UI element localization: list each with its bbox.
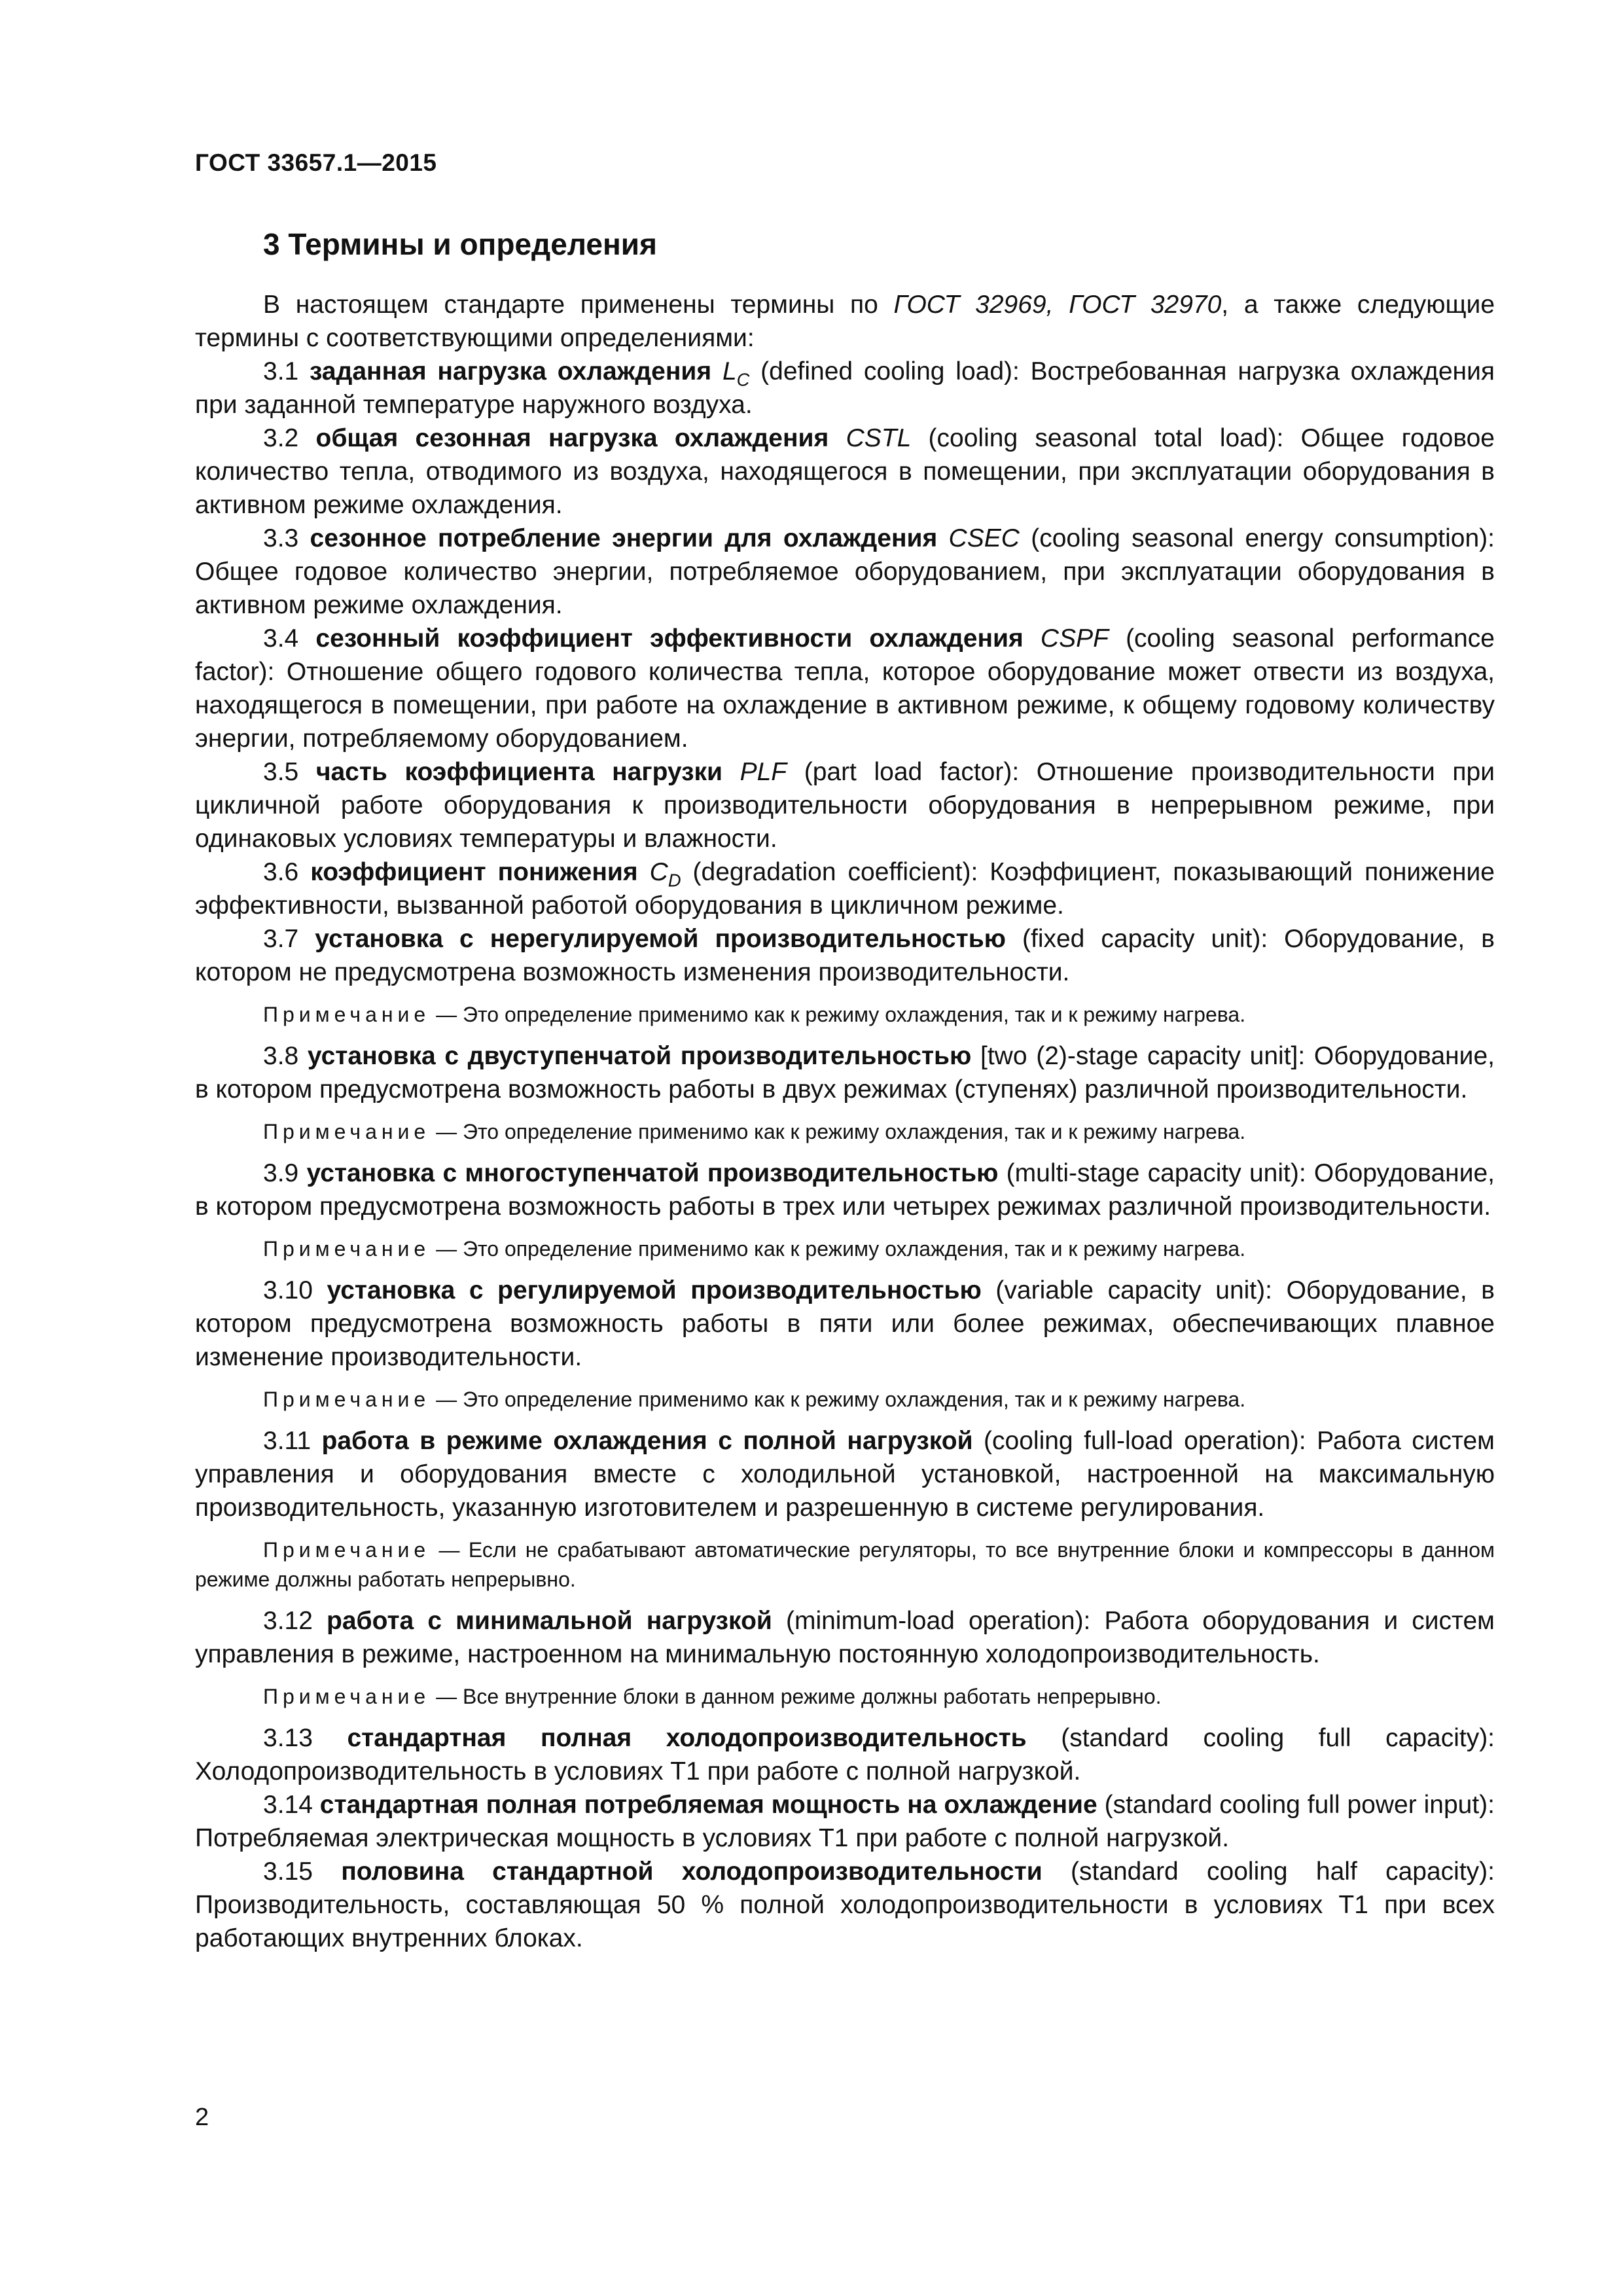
term-3-14	[195, 1788, 1495, 1855]
term-name: общая сезонная нагрузка охлаждения	[315, 424, 829, 452]
term-definition: (standard cooling half capacity): Производительность, составляющая 50 % полной холодопроизводительности в условиях Т1 при всех работающих внутренних блоках.	[195, 1857, 1495, 1952]
term-name: стандартная полная холодопроизводительность	[347, 1724, 1027, 1752]
term-number: 3.11	[263, 1427, 322, 1455]
term-3-4	[195, 622, 1495, 755]
note-text: Это определение применимо как к режиму охлаждения, так и к режиму нагрева.	[463, 1237, 1246, 1261]
term-definition: (cooling full-load operation): Работа систем управления и оборудования вместе с холодильной установкой, настроенной на максимальную производительность, указанную изготовителем и разрешенную в системе регулирования.	[195, 1427, 1495, 1522]
term-name: заданная нагрузка охлаждения	[310, 357, 712, 386]
term-definition: (degradation coefficient): Коэффициент, показывающий понижение эффективности, вызванной работой оборудования в цикличном режиме.	[195, 858, 1495, 920]
intro-paragraph: В настоящем стандарте применены термины по ГОСТ 32969, ГОСТ 32970, а также следующие термины с соответствующими определениями:	[195, 291, 1495, 352]
term-name: коэффициент понижения	[310, 858, 638, 886]
term-definition: (fixed capacity unit): Оборудование, в котором не предусмотрена возможность изменения производительности.	[195, 925, 1495, 986]
term-3-9	[195, 1157, 1495, 1223]
standard-reference: ГОСТ 32969	[893, 291, 1046, 319]
term-symbol: CSTL	[846, 424, 912, 452]
note-3-12: Примечание — Все внутренние блоки в данном режиме должны работать непрерывно.	[263, 1685, 1162, 1708]
term-name: работа в режиме охлаждения с полной нагрузкой	[321, 1427, 973, 1455]
term-number: 3.5	[263, 758, 316, 786]
term-number: 3.13	[263, 1724, 348, 1752]
term-number: 3.4	[263, 624, 316, 653]
term-number: 3.1	[263, 357, 310, 386]
term-number: 3.12	[263, 1607, 327, 1635]
section-title: 3 Термины и определения	[263, 227, 657, 261]
term-3-3	[195, 522, 1495, 622]
note-text: Все внутренние блоки в данном режиме должны работать непрерывно.	[463, 1685, 1162, 1708]
term-number: 3.3	[263, 524, 310, 552]
note-3-9: Примечание — Это определение применимо как к режиму охлаждения, так и к режиму нагрева.	[263, 1237, 1246, 1261]
term-3-2	[195, 422, 1495, 522]
term-definition: (minimum-load operation): Работа оборудования и систем управления в режиме, настроенном на минимальную постоянную холодопроизводительность.	[195, 1607, 1495, 1668]
term-3-7	[195, 922, 1495, 989]
term-name: установка с нерегулируемой производительностью	[315, 925, 1006, 953]
term-name: часть коэффициента нагрузки	[315, 758, 722, 786]
term-name: сезонный коэффициент эффективности охлаждения	[315, 624, 1024, 653]
term-3-11	[195, 1424, 1495, 1524]
term-definition: (standard cooling full power input): Потребляемая электрическая мощность в условиях Т1 при работе с полной нагрузкой.	[195, 1791, 1495, 1852]
note-3-10: Примечание — Это определение применимо как к режиму охлаждения, так и к режиму нагрева.	[263, 1388, 1246, 1411]
term-name: установка с двуступенчатой производительностью	[307, 1042, 972, 1070]
term-symbol: $L_C$	[722, 357, 750, 390]
term-3-1	[195, 355, 1495, 422]
term-3-6	[195, 855, 1495, 922]
term-number: 3.8	[263, 1042, 308, 1070]
term-name: сезонное потребление энергии для охлаждения	[310, 524, 938, 552]
term-symbol: CSEC	[948, 524, 1020, 552]
term-definition: (cooling seasonal energy consumption): Общее годовое количество энергии, потребляемое оборудованием, при эксплуатации оборудования в активном режиме охлаждения.	[195, 524, 1495, 619]
standard-reference: ГОСТ 32970	[1069, 291, 1222, 319]
term-name: половина стандартной холодопроизводительности	[341, 1857, 1043, 1886]
term-3-5	[195, 755, 1495, 855]
term-definition: (multi-stage capacity unit): Оборудование, в котором предусмотрена возможность работы в трех или четырех режимах различной производительности.	[195, 1159, 1495, 1221]
term-3-10	[195, 1274, 1495, 1374]
term-3-15	[195, 1855, 1495, 1955]
term-number: 3.6	[263, 858, 311, 886]
term-number: 3.15	[263, 1857, 342, 1886]
term-number: 3.10	[263, 1276, 327, 1304]
note-3-8: Примечание — Это определение применимо как к режиму охлаждения, так и к режиму нагрева.	[263, 1120, 1246, 1143]
note-text: Это определение применимо как к режиму охлаждения, так и к режиму нагрева.	[463, 1120, 1246, 1143]
term-3-8	[195, 1039, 1495, 1106]
term-definition: (part load factor): Отношение производительности при цикличной работе оборудования к производительности оборудования в непрерывном режиме, при одинаковых условиях температуры и влажности.	[195, 758, 1495, 853]
note-text: Это определение применимо как к режиму охлаждения, так и к режиму нагрева.	[463, 1388, 1246, 1411]
note-3-11: Примечание — Если не срабатывают автоматические регуляторы, то все внутренние блоки и компрессоры в данном режиме должны работать непрерывно.	[195, 1538, 1495, 1591]
note-label: Примечание	[263, 1685, 431, 1708]
note-label: Примечание	[263, 1388, 431, 1411]
term-3-12	[195, 1604, 1495, 1671]
document-code: ГОСТ 33657.1—2015	[195, 149, 437, 176]
term-number: 3.7	[263, 925, 315, 953]
note-text: Если не срабатывают автоматические регуляторы, то все внутренние блоки и компрессоры в данном режиме должны работать непрерывно.	[195, 1538, 1495, 1591]
term-name: работа с минимальной нагрузкой	[327, 1607, 772, 1635]
note-label: Примечание	[263, 1237, 431, 1261]
note-text: Это определение применимо как к режиму охлаждения, так и к режиму нагрева.	[463, 1003, 1246, 1026]
term-symbol: PLF	[740, 758, 787, 786]
term-3-13	[195, 1721, 1495, 1788]
term-definition: (cooling seasonal total load): Общее годовое количество тепла, отводимого из воздуха, находящегося в помещении, при эксплуатации оборудования в активном режиме охлаждения.	[195, 424, 1495, 519]
term-name: установка с регулируемой производительностью	[327, 1276, 982, 1304]
note-label: Примечание	[263, 1538, 431, 1562]
term-symbol: CSPF	[1040, 624, 1109, 653]
note-3-7: Примечание — Это определение применимо как к режиму охлаждения, так и к режиму нагрева.	[263, 1003, 1246, 1026]
term-number: 3.14	[263, 1791, 320, 1819]
term-definition: [two (2)-stage capacity unit]: Оборудование, в котором предусмотрена возможность работы в двух режимах (ступенях) различной производительности.	[195, 1042, 1495, 1103]
term-number: 3.9	[263, 1159, 307, 1187]
term-definition: (cooling seasonal performance factor): Отношение общего годового количества тепла, которое оборудование может отвести из воздуха, находящегося в помещении, при работе на охлаждение в активном режиме, к общему годовому количеству энергии, потребляемому оборудованием.	[195, 624, 1495, 753]
term-name: стандартная полная потребляемая мощность на охлаждение	[319, 1791, 1097, 1819]
term-definition: (defined cooling load): Востребованная нагрузка охлаждения при заданной температуре наружного воздуха.	[195, 357, 1495, 419]
term-symbol: $C_D$	[649, 858, 681, 891]
term-definition: (variable capacity unit): Оборудование, в котором предусмотрена возможность работы в пяти или более режимах, обеспечивающих плавное изменение производительности.	[195, 1276, 1495, 1371]
note-label: Примечание	[263, 1003, 431, 1026]
page-number: 2	[195, 2104, 209, 2131]
note-label: Примечание	[263, 1120, 431, 1143]
term-name: установка с многоступенчатой производительностью	[306, 1159, 999, 1187]
term-number: 3.2	[263, 424, 316, 452]
section-body	[195, 288, 1495, 1955]
term-definition: (standard cooling full capacity): Холодопроизводительность в условиях Т1 при работе с полной нагрузкой.	[195, 1724, 1495, 1785]
